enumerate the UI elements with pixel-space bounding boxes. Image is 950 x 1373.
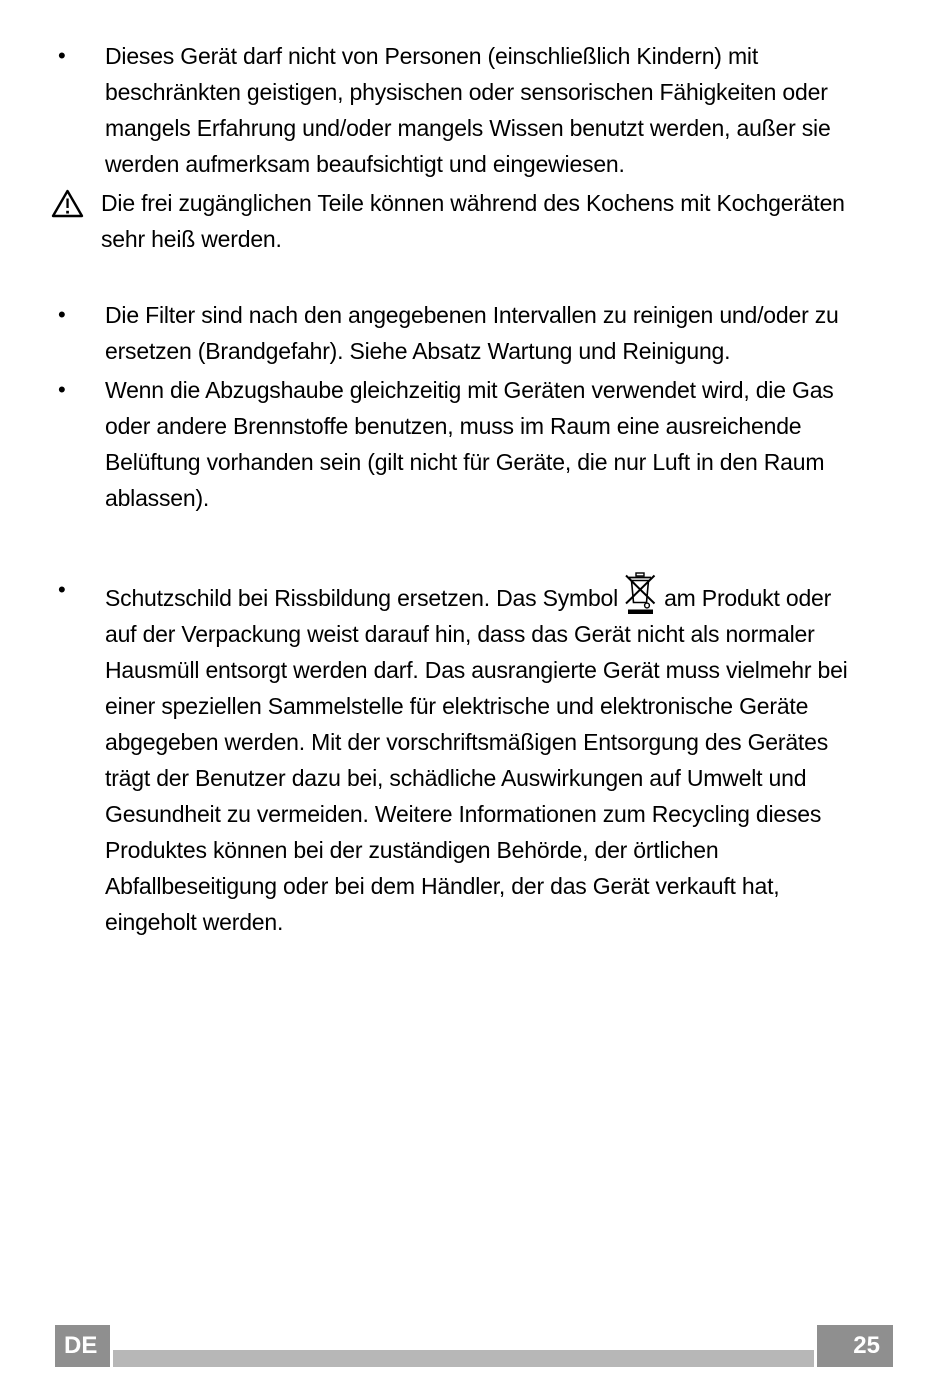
paragraph-text: Die Filter sind nach den angegebenen Intervallen zu reinigen und/oder zu ersetzen (Brandgefahr). Siehe Absatz Wartung und Reinigung.: [105, 302, 839, 364]
warning-item: [55, 185, 860, 257]
weee-crossed-bin-icon: [625, 572, 657, 615]
paragraph-text: Wenn die Abzugshaube gleichzeitig mit Geräten verwendet wird, die Gas oder andere Brennstoffe benutzen, muss im Raum eine ausreichende Belüftung vorhanden sein (gilt nicht für Geräte, die nur Luft in den Raum ablassen).: [105, 377, 834, 511]
page-content: [55, 38, 860, 943]
paragraph-text: Dieses Gerät darf nicht von Personen (einschließlich Kindern) mit beschränkten geistigen, physischen oder sensorischen Fähigkeiten oder mangels Erfahrung und/oder mangels Wissen benutzt werden, außer sie werden aufmerksam beaufsichtigt und eingewiesen.: [105, 43, 831, 177]
warning-triangle-icon: [51, 185, 101, 257]
page-number-badge: [817, 1325, 893, 1367]
footer-divider-bar: [113, 1350, 814, 1367]
paragraph-text: Die frei zugänglichen Teile können während des Kochens mit Kochgeräten sehr heiß werden.: [101, 190, 845, 252]
language-code-label: DE: [64, 1332, 98, 1359]
bullet-marker: •: [58, 302, 66, 327]
bullet-marker: •: [58, 577, 66, 602]
page-footer: [55, 1325, 893, 1367]
list-item: [55, 38, 860, 182]
paragraph-text: [105, 572, 860, 940]
bullet-marker: •: [58, 377, 66, 402]
page-number-label: 25: [853, 1332, 880, 1359]
language-code-badge: [55, 1325, 110, 1367]
bullet-marker: •: [58, 43, 66, 68]
list-item: [55, 572, 860, 940]
paragraph-text-before-icon: Schutzschild bei Rissbildung ersetzen. Das Symbol: [105, 585, 619, 611]
paragraph-text-after-icon: am Produkt oder auf der Verpackung weist darauf hin, dass das Gerät nicht als normaler Hausmüll entsorgt werden darf. Das ausrangierte Gerät muss vielmehr bei einer speziellen Sammelstelle für elektrische und elektronische Geräte abgegeben werden. Mit der vorschriftsmäßigen Entsorgung des Gerätes trägt der Benutzer dazu bei, schädliche Auswirkungen auf Umwelt und Gesundheit zu vermeiden. Weitere Informationen zum Recycling dieses Produktes können bei der zuständigen Behörde, der örtlichen Abfallbeseitigung oder bei dem Händler, der das Gerät verkauft hat, eingeholt werden.: [105, 585, 848, 935]
list-item: [55, 297, 860, 369]
list-item: [55, 372, 860, 516]
